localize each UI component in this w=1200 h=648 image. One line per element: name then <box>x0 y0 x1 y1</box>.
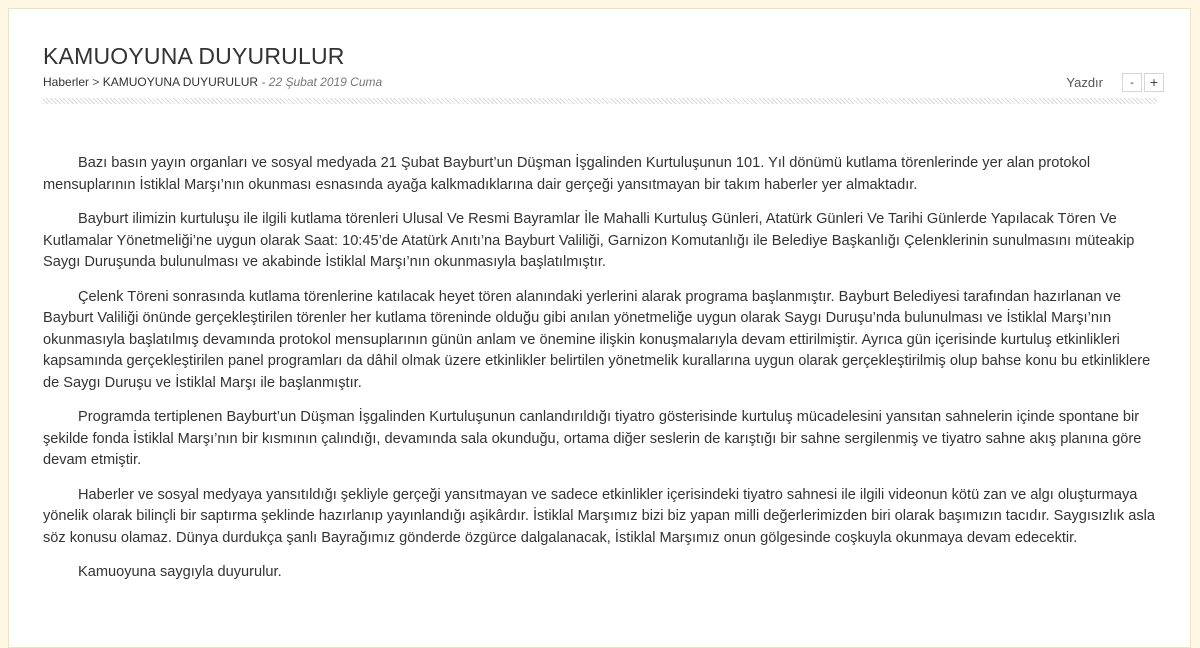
publish-date: 22 Şubat 2019 Cuma <box>268 75 383 89</box>
print-link[interactable]: Yazdır <box>1066 75 1103 90</box>
article-body <box>43 153 1157 597</box>
breadcrumb-home-link[interactable]: Haberler <box>43 75 90 89</box>
page-title: KAMUOYUNA DUYURULUR <box>43 43 345 69</box>
article-paragraph: Çelenk Töreni sonrasında kutlama törenlerine katılacak heyet tören alanındaki yerlerini alarak programa başlanmıştır. Bayburt Belediyesi tarafından hazırlanan ve Bayburt Valiliği önünde gerçekleştirilen törenler her kutlama töreninde olduğu gibi anılan yönetmeliğe uygun olarak Saygı Duruşu’nda bulunulması ve İstiklal Marşı’nın okunmasıyla başlatılmış devamında protokol mensuplarının günün anlam ve önemine ilişkin konuşmalarıyla devam ettirilmiştir. Ayrıca gün içerisinde kurtuluş etkinlikleri kapsamında gerçekleştirilen panel programları da dâhil olmak üzere etkinlikler belirtilen yönetmelik kurallarına uygun olarak gerçekleştirilmiş olup bahse konu bu etkinliklere de Saygı Duruşu ve İstiklal Marşı ile başlanmıştır. <box>43 288 1151 391</box>
article-paragraph: Programda tertiplenen Bayburt’un Düşman İşgalinden Kurtuluşunun canlandırıldığı tiyatro gösterisinde kurtuluş mücadelesini yansıtan sahnelerin içinde spontane bir şekilde fonda İstiklal Marşı’nın bir kısmının çalındığı, devamında sala okunduğu, ortama diğer seslerin de karıştığı bir sahne sergilenmiş ve tiyatro sahne akış planına göre devam etmiştir. <box>43 409 1142 468</box>
header-divider <box>43 98 1157 104</box>
breadcrumb-separator: > <box>92 75 100 89</box>
breadcrumb <box>43 75 382 89</box>
decrease-font-button[interactable]: - <box>1122 73 1142 92</box>
content-frame <box>8 8 1191 648</box>
article-paragraph: Bayburt ilimizin kurtuluşu ile ilgili kutlama törenleri Ulusal Ve Resmi Bayramlar İle Mahalli Kurtuluş Günleri, Atatürk Günleri Ve Tarihi Günlerde Yapılacak Tören Ve Kutlamalar Yönetmeliği’ne uygun olarak Saat: 10:45’de Atatürk Anıtı’na Bayburt Valiliği, Garnizon Komutanlığı ile Belediye Başkanlığı Çelenklerinin sunulmasını müteakip Saygı Duruşunda bulunulması ve akabinde İstiklal Marşı’nın okunmasıyla başlatılmıştır. <box>43 211 1135 270</box>
article-tools <box>1066 73 1164 92</box>
article-paragraph: Bazı basın yayın organları ve sosyal medyada 21 Şubat Bayburt’un Düşman İşgalinden Kurtuluşunun 101. Yıl dönümü kutlama törenlerinde yer alan protokol mensuplarının İstiklal Marşı’nın okunması esnasında ayağa kalkmadıklarına dair gerçeği yansıtmayan bir takım haberler yer almaktadır. <box>43 155 1091 193</box>
article-paragraph: Haberler ve sosyal medyaya yansıtıldığı şekliyle gerçeği yansıtmayan ve sadece etkinlikler içerisindeki tiyatro sahnesi ile ilgili videonun kötü zan ve algı oluşturmaya yönelik olarak bilinçli bir saptırma şeklinde hazırlanıp yayınlandığı aşikârdır. İstiklal Marşımız bizi biz yapan milli değerlerimizden biri olarak başımızın tacıdır. Saygısızlık asla söz konusu olamaz. Dünya durdukça şanlı Bayrağımız gönderde özgürce dalgalanacak, İstiklal Marşımız onun gölgesinde coşkuyla okunmaya devam edecektir. <box>43 486 1156 546</box>
breadcrumb-current[interactable]: KAMUOYUNA DUYURULUR <box>102 75 259 89</box>
article-paragraph: Kamuoyuna saygıyla duyurulur. <box>78 564 282 580</box>
increase-font-button[interactable]: + <box>1144 73 1164 92</box>
breadcrumb-dash: - <box>261 75 266 89</box>
